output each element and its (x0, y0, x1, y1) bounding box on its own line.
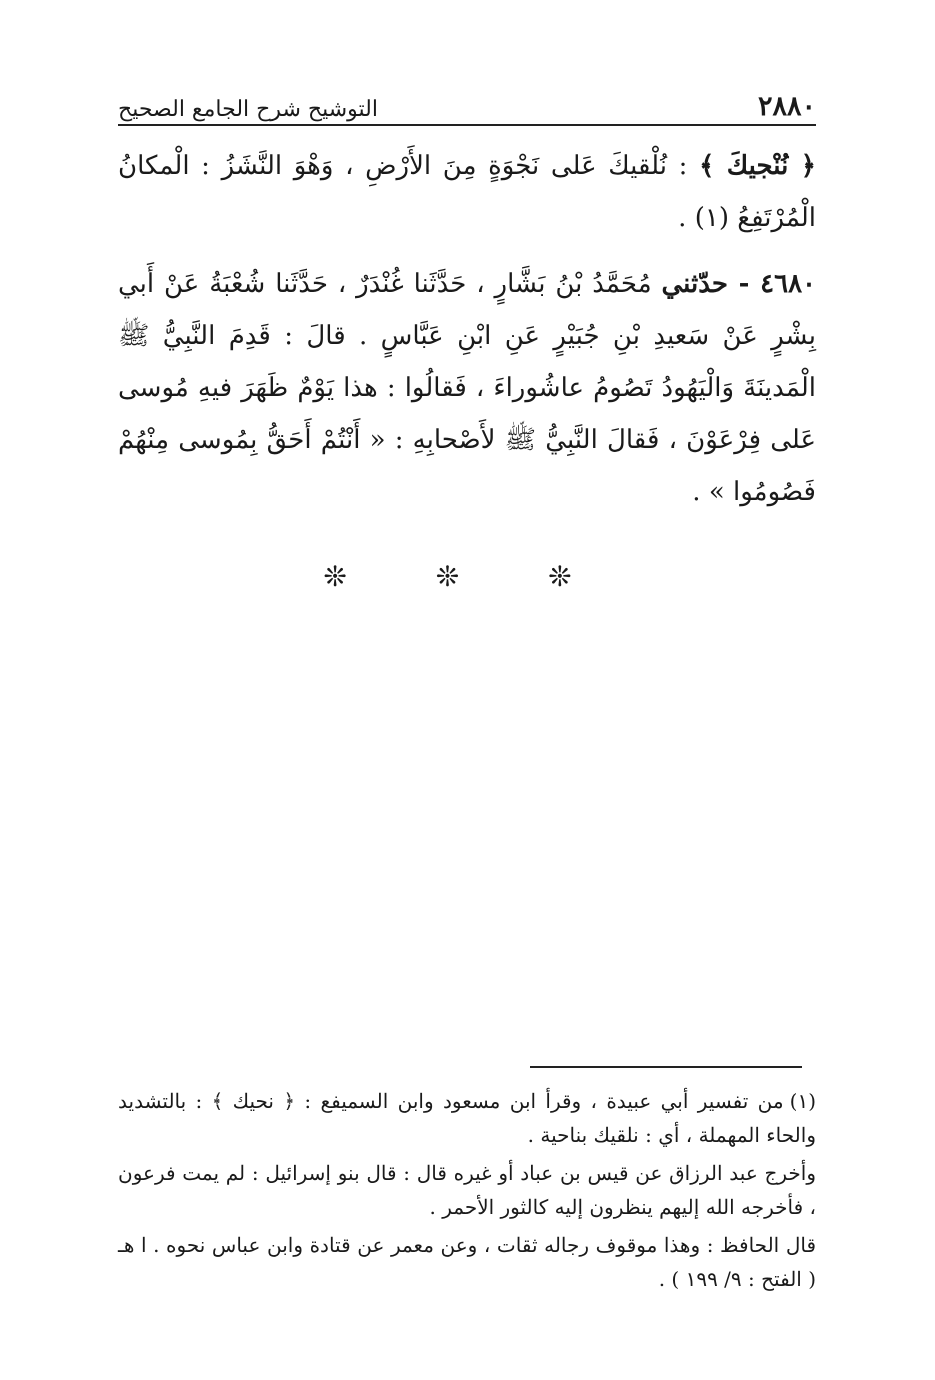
page-header (118, 82, 816, 122)
footnotes (118, 1084, 816, 1300)
footnote-rule (530, 1066, 802, 1068)
footnote-1-hafiz: قال الحافظ : وهذا موقوف رجاله ثقات ، وعن معمر عن قتادة وابن عباس نحوه . ا هـ ( الفتح : ٩/ ١٩٩ ) . (118, 1233, 816, 1291)
footnote-text: من تفسير أبي عبيدة ، وقرأ ابن مسعود وابن السميفع : ﴿ نحيك ﴾ : بالتشديد والحاء المهملة ، أي : نلقيك بناحية . (118, 1089, 816, 1147)
hadith-text: مُحَمَّدُ بْنُ بَشَّارٍ ، حَدَّثَنا غُنْدَرٌ ، حَدَّثَنا شُعْبَةُ عَنْ أَبي بِشْرٍ عَنْ سَعيدِ بْنِ جُبَيْرٍ عَنِ ابْنِ عَبَّاسٍ . قالَ : قَدِمَ النَّبِيُّ ﷺ الْمَدينَةَ وَالْيَهُودُ تَصُومُ عاشُوراءَ ، فَقالُوا : هذا يَوْمٌ ظَهَرَ فيهِ مُوسى عَلى فِرْعَوْنَ ، فَقالَ النَّبِيُّ ﷺ لأَصْحابِهِ : « أَنْتُمْ أَحَقُّ بِمُوسى مِنْهُمْ فَصُومُوا » . (118, 269, 816, 507)
main-text (118, 140, 816, 518)
footnote-marker: (١) (789, 1089, 816, 1113)
running-title: التوشيح شرح الجامع الصحيح (118, 97, 378, 122)
footnote-ref: (١) . (678, 203, 738, 233)
quran-word: ﴿ نُنْجيكَ ﴾ (699, 151, 816, 181)
page-number: ٢٨٨٠ (757, 91, 816, 122)
footnote-1 (118, 1084, 816, 1152)
section-separator: ❊ ❊ ❊ (323, 560, 612, 593)
paragraph-hadith (118, 258, 816, 518)
hadith-number: ٤٦٨٠ - حدّثني (661, 269, 816, 299)
paragraph-commentary (118, 140, 816, 244)
header-rule (118, 124, 816, 126)
footnote-1-continued: وأخرج عبد الرزاق عن قيس بن عباد أو غيره قال : قال بنو إسرائيل : لم يمت فرعون ، فأخرجه الله إليهم ينظرون إليه كالثور الأحمر . (118, 1161, 816, 1219)
commentary-text: : نُلْقيكَ عَلى نَجْوَةٍ مِنَ الأَرْضِ ، وَهْوَ النَّشَزُ : الْمكانُ الْمُرْتَفِعُ (118, 151, 816, 233)
